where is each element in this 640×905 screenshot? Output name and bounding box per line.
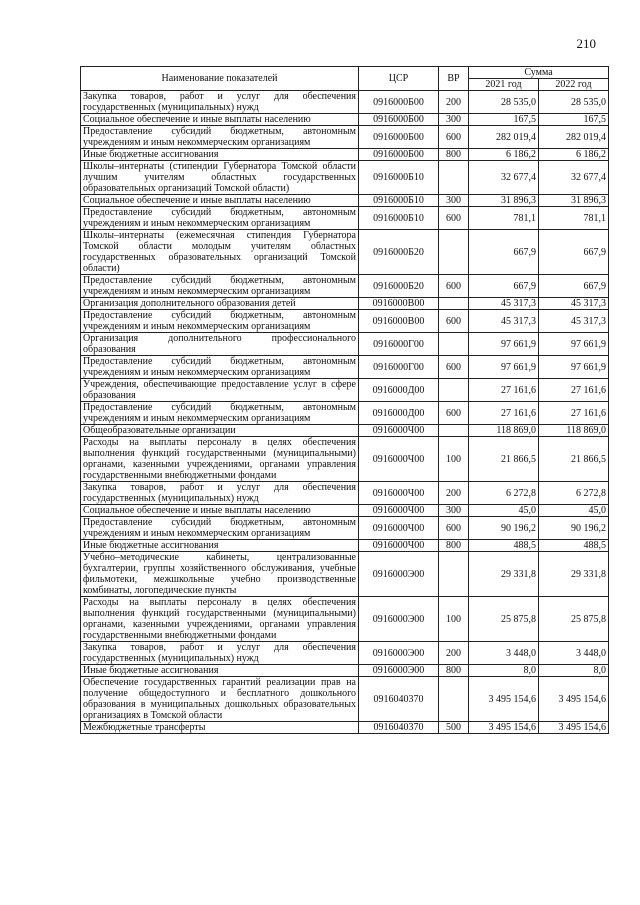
row-vr: [439, 552, 469, 597]
row-name: Предоставление субсидий бюджетным, автономным учреждениям и иным некоммерческим организациям: [81, 126, 359, 149]
row-csr: 0916000Г00: [359, 333, 439, 356]
row-sum-2022: 167,5: [539, 114, 609, 126]
table-row: [81, 665, 609, 677]
table-row: [81, 540, 609, 552]
row-sum-2022: 488,5: [539, 540, 609, 552]
row-vr: [439, 677, 469, 722]
row-vr: 600: [439, 310, 469, 333]
row-sum-2021: 90 196,2: [469, 517, 539, 540]
row-csr: 0916000Б00: [359, 126, 439, 149]
row-sum-2021: 45,0: [469, 505, 539, 517]
row-vr: 300: [439, 195, 469, 207]
row-vr: 500: [439, 722, 469, 734]
row-vr: 800: [439, 540, 469, 552]
row-vr: 300: [439, 505, 469, 517]
table-row: [81, 437, 609, 482]
row-vr: [439, 425, 469, 437]
row-csr: 0916040370: [359, 722, 439, 734]
row-csr: 0916000В00: [359, 310, 439, 333]
header-vr: ВР: [439, 67, 469, 91]
row-sum-2021: 97 661,9: [469, 333, 539, 356]
table-row: [81, 275, 609, 298]
row-name: Социальное обеспечение и иные выплаты населению: [81, 195, 359, 207]
row-name: Иные бюджетные ассигнования: [81, 149, 359, 161]
row-vr: [439, 333, 469, 356]
row-vr: 800: [439, 665, 469, 677]
table-row: [81, 505, 609, 517]
row-csr: 0916000Ч00: [359, 437, 439, 482]
row-sum-2022: 28 535,0: [539, 91, 609, 114]
row-csr: 0916000Б10: [359, 195, 439, 207]
row-name: Предоставление субсидий бюджетным, автономным учреждениям и иным некоммерческим организациям: [81, 275, 359, 298]
row-sum-2021: 45 317,3: [469, 310, 539, 333]
header-name: Наименование показателей: [81, 67, 359, 91]
row-csr: 0916000Э00: [359, 552, 439, 597]
row-name: Школы–интернаты (стипендии Губернатора Томской области лучшим учителям областных государственных образовательных организаций Томской области): [81, 161, 359, 195]
row-sum-2022: 45 317,3: [539, 298, 609, 310]
row-sum-2022: 6 186,2: [539, 149, 609, 161]
row-csr: 0916000Д00: [359, 402, 439, 425]
row-vr: 600: [439, 356, 469, 379]
row-csr: 0916000Э00: [359, 665, 439, 677]
row-sum-2021: 167,5: [469, 114, 539, 126]
row-name: Закупка товаров, работ и услуг для обеспечения государственных (муниципальных) нужд: [81, 482, 359, 505]
row-sum-2021: 3 495 154,6: [469, 722, 539, 734]
row-vr: 200: [439, 642, 469, 665]
row-sum-2022: 45,0: [539, 505, 609, 517]
row-sum-2021: 29 331,8: [469, 552, 539, 597]
row-csr: 0916000Д00: [359, 379, 439, 402]
row-vr: 100: [439, 437, 469, 482]
row-csr: 0916000Г00: [359, 356, 439, 379]
row-sum-2022: 3 495 154,6: [539, 722, 609, 734]
row-csr: 0916000Б20: [359, 275, 439, 298]
row-sum-2022: 3 448,0: [539, 642, 609, 665]
row-csr: 0916000Э00: [359, 597, 439, 642]
row-sum-2022: 282 019,4: [539, 126, 609, 149]
row-vr: 600: [439, 402, 469, 425]
row-sum-2021: 3 448,0: [469, 642, 539, 665]
table-row: [81, 517, 609, 540]
row-name: Межбюджетные трансферты: [81, 722, 359, 734]
row-name: Учебно–методические кабинеты, централизованные бухгалтерии, группы хозяйственного обслуживания, учебные фильмотеки, межшкольные учебно производственные комбинаты, логопедические пункты: [81, 552, 359, 597]
row-vr: 100: [439, 597, 469, 642]
row-name: Предоставление субсидий бюджетным, автономным учреждениям и иным некоммерческим организациям: [81, 402, 359, 425]
row-name: Расходы на выплаты персоналу в целях обеспечения выполнения функций государственными (муниципальными) органами, казенными учреждениями, органами управления государственными внебюджетными фондами: [81, 597, 359, 642]
table-row: [81, 114, 609, 126]
row-vr: [439, 161, 469, 195]
table-body: [81, 91, 609, 734]
row-sum-2021: 118 869,0: [469, 425, 539, 437]
row-csr: 0916000Ч00: [359, 517, 439, 540]
table-row: [81, 402, 609, 425]
table-row: [81, 91, 609, 114]
row-csr: 0916000Э00: [359, 642, 439, 665]
budget-table: [80, 66, 609, 734]
row-sum-2022: 45 317,3: [539, 310, 609, 333]
row-sum-2022: 90 196,2: [539, 517, 609, 540]
row-sum-2021: 25 875,8: [469, 597, 539, 642]
table-row: [81, 126, 609, 149]
row-vr: [439, 298, 469, 310]
row-csr: 0916000Ч00: [359, 540, 439, 552]
table-row: [81, 552, 609, 597]
row-csr: 0916000Б10: [359, 161, 439, 195]
row-csr: 0916000Б00: [359, 149, 439, 161]
row-name: Школы–интернаты (ежемесячная стипендия Губернатора Томской области молодым учителям областных государственных образовательных организаций Томской области): [81, 230, 359, 275]
row-vr: 600: [439, 517, 469, 540]
row-sum-2022: 97 661,9: [539, 356, 609, 379]
row-name: Предоставление субсидий бюджетным, автономным учреждениям и иным некоммерческим организациям: [81, 310, 359, 333]
row-sum-2021: 97 661,9: [469, 356, 539, 379]
row-vr: 200: [439, 91, 469, 114]
row-name: Предоставление субсидий бюджетным, автономным учреждениям и иным некоммерческим организациям: [81, 356, 359, 379]
row-sum-2021: 667,9: [469, 230, 539, 275]
row-sum-2021: 6 186,2: [469, 149, 539, 161]
row-sum-2022: 781,1: [539, 207, 609, 230]
row-sum-2022: 667,9: [539, 275, 609, 298]
row-sum-2022: 6 272,8: [539, 482, 609, 505]
row-vr: 800: [439, 149, 469, 161]
row-sum-2021: 21 866,5: [469, 437, 539, 482]
row-name: Социальное обеспечение и иные выплаты населению: [81, 114, 359, 126]
row-sum-2022: 29 331,8: [539, 552, 609, 597]
header-sum: Сумма: [469, 67, 609, 79]
table-row: [81, 298, 609, 310]
table-row: [81, 161, 609, 195]
row-sum-2022: 25 875,8: [539, 597, 609, 642]
row-csr: 0916000Б00: [359, 114, 439, 126]
row-sum-2022: 27 161,6: [539, 379, 609, 402]
row-name: Организация дополнительного образования детей: [81, 298, 359, 310]
row-sum-2022: 32 677,4: [539, 161, 609, 195]
row-vr: 600: [439, 207, 469, 230]
row-name: Общеобразовательные организации: [81, 425, 359, 437]
table-row: [81, 310, 609, 333]
row-name: Учреждения, обеспечивающие предоставление услуг в сфере образования: [81, 379, 359, 402]
table-header-row: [81, 67, 609, 79]
table-row: [81, 722, 609, 734]
row-name: Предоставление субсидий бюджетным, автономным учреждениям и иным некоммерческим организациям: [81, 207, 359, 230]
row-sum-2021: 488,5: [469, 540, 539, 552]
row-csr: 0916000Б10: [359, 207, 439, 230]
table-row: [81, 597, 609, 642]
header-year-2022: 2022 год: [539, 79, 609, 91]
table-row: [81, 149, 609, 161]
table-row: [81, 356, 609, 379]
table-row: [81, 379, 609, 402]
row-vr: [439, 230, 469, 275]
page-number: 210: [576, 36, 596, 51]
row-name: Социальное обеспечение и иные выплаты населению: [81, 505, 359, 517]
row-csr: 0916040370: [359, 677, 439, 722]
row-sum-2021: 3 495 154,6: [469, 677, 539, 722]
row-csr: 0916000Ч00: [359, 425, 439, 437]
row-sum-2021: 27 161,6: [469, 379, 539, 402]
row-csr: 0916000Ч00: [359, 505, 439, 517]
row-csr: 0916000Б00: [359, 91, 439, 114]
table-row: [81, 195, 609, 207]
table-row: [81, 425, 609, 437]
row-csr: 0916000Ч00: [359, 482, 439, 505]
row-sum-2022: 97 661,9: [539, 333, 609, 356]
row-sum-2021: 6 272,8: [469, 482, 539, 505]
row-name: Закупка товаров, работ и услуг для обеспечения государственных (муниципальных) нужд: [81, 642, 359, 665]
table-row: [81, 642, 609, 665]
row-csr: 0916000В00: [359, 298, 439, 310]
row-sum-2021: 27 161,6: [469, 402, 539, 425]
row-sum-2022: 8,0: [539, 665, 609, 677]
table-row: [81, 207, 609, 230]
row-vr: 300: [439, 114, 469, 126]
row-name: Иные бюджетные ассигнования: [81, 665, 359, 677]
row-sum-2021: 32 677,4: [469, 161, 539, 195]
row-sum-2022: 667,9: [539, 230, 609, 275]
row-vr: [439, 379, 469, 402]
row-vr: 200: [439, 482, 469, 505]
row-sum-2021: 28 535,0: [469, 91, 539, 114]
row-sum-2021: 31 896,3: [469, 195, 539, 207]
row-sum-2021: 667,9: [469, 275, 539, 298]
row-sum-2022: 27 161,6: [539, 402, 609, 425]
row-sum-2021: 282 019,4: [469, 126, 539, 149]
row-vr: 600: [439, 275, 469, 298]
row-sum-2021: 45 317,3: [469, 298, 539, 310]
row-name: Организация дополнительного профессионального образования: [81, 333, 359, 356]
row-vr: 600: [439, 126, 469, 149]
row-sum-2021: 8,0: [469, 665, 539, 677]
header-year-2021: 2021 год: [469, 79, 539, 91]
header-csr: ЦСР: [359, 67, 439, 91]
table-row: [81, 230, 609, 275]
row-sum-2022: 3 495 154,6: [539, 677, 609, 722]
table-row: [81, 333, 609, 356]
table-row: [81, 677, 609, 722]
row-csr: 0916000Б20: [359, 230, 439, 275]
row-name: Обеспечение государственных гарантий реализации прав на получение общедоступного и бесплатного дошкольного образования в муниципальных дошкольных образовательных организациях в Томской области: [81, 677, 359, 722]
row-sum-2021: 781,1: [469, 207, 539, 230]
row-sum-2022: 118 869,0: [539, 425, 609, 437]
row-name: Иные бюджетные ассигнования: [81, 540, 359, 552]
row-sum-2022: 21 866,5: [539, 437, 609, 482]
row-name: Предоставление субсидий бюджетным, автономным учреждениям и иным некоммерческим организациям: [81, 517, 359, 540]
row-name: Закупка товаров, работ и услуг для обеспечения государственных (муниципальных) нужд: [81, 91, 359, 114]
table-row: [81, 482, 609, 505]
row-name: Расходы на выплаты персоналу в целях обеспечения выполнения функций государственными (муниципальными) органами, казенными учреждениями, органами управления государственными внебюджетными фондами: [81, 437, 359, 482]
row-sum-2022: 31 896,3: [539, 195, 609, 207]
